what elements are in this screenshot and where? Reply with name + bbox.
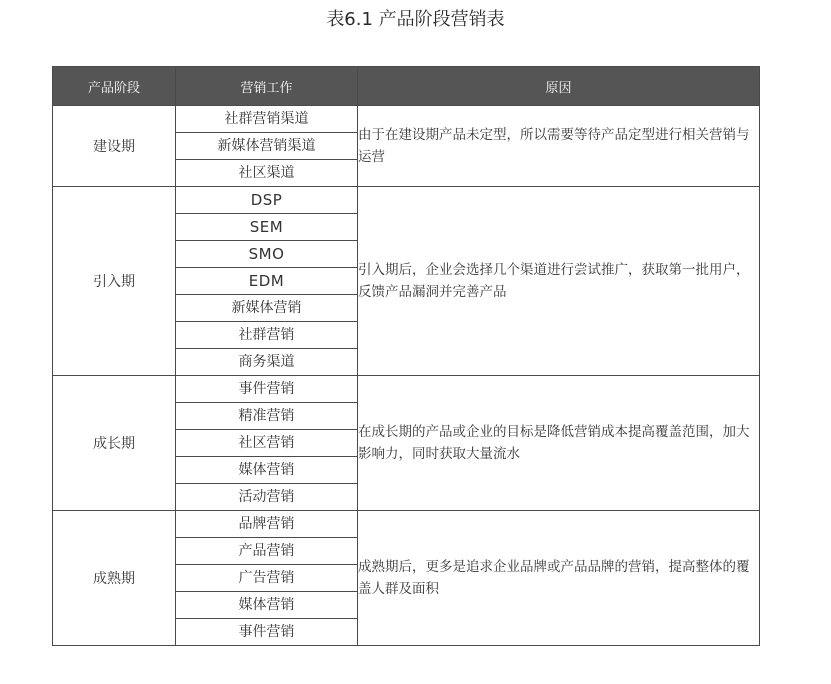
header-stage: 产品阶段 (53, 67, 176, 106)
table-row (53, 511, 760, 538)
work-cell: 新媒体营销 (176, 295, 358, 322)
work-cell: DSP (176, 187, 358, 214)
work-cell: 社区渠道 (176, 160, 358, 187)
stage-cell: 成熟期 (53, 511, 176, 646)
work-cell: 媒体营销 (176, 457, 358, 484)
stage-cell: 成长期 (53, 376, 176, 511)
table-row (53, 187, 760, 214)
marketing-table (52, 66, 760, 646)
reason-cell: 由于在建设期产品未定型，所以需要等待产品定型进行相关营销与运营 (358, 106, 760, 187)
header-reason: 原因 (358, 67, 760, 106)
header-work: 营销工作 (176, 67, 358, 106)
work-cell: 社群营销 (176, 322, 358, 349)
reason-cell: 在成长期的产品或企业的目标是降低营销成本提高覆盖范围，加大影响力，同时获取大量流水 (358, 376, 760, 511)
work-cell: 社群营销渠道 (176, 106, 358, 133)
work-cell: EDM (176, 268, 358, 295)
table-body (53, 106, 760, 646)
header-row (53, 67, 760, 106)
table-caption: 表6.1 产品阶段营销表 (326, 9, 505, 30)
work-cell: 新媒体营销渠道 (176, 133, 358, 160)
work-cell: 活动营销 (176, 484, 358, 511)
work-cell: 商务渠道 (176, 349, 358, 376)
work-cell: 事件营销 (176, 376, 358, 403)
work-cell: SEM (176, 214, 358, 241)
reason-cell: 成熟期后，更多是追求企业品牌或产品品牌的营销，提高整体的覆盖人群及面积 (358, 511, 760, 646)
table-row (53, 376, 760, 403)
work-cell: 广告营销 (176, 565, 358, 592)
stage-cell: 引入期 (53, 187, 176, 376)
work-cell: 事件营销 (176, 619, 358, 646)
reason-cell: 引入期后，企业会选择几个渠道进行尝试推广，获取第一批用户，反馈产品漏洞并完善产品 (358, 187, 760, 376)
work-cell: SMO (176, 241, 358, 268)
work-cell: 精准营销 (176, 403, 358, 430)
work-cell: 媒体营销 (176, 592, 358, 619)
work-cell: 品牌营销 (176, 511, 358, 538)
stage-cell: 建设期 (53, 106, 176, 187)
work-cell: 社区营销 (176, 430, 358, 457)
table-row (53, 106, 760, 133)
work-cell: 产品营销 (176, 538, 358, 565)
